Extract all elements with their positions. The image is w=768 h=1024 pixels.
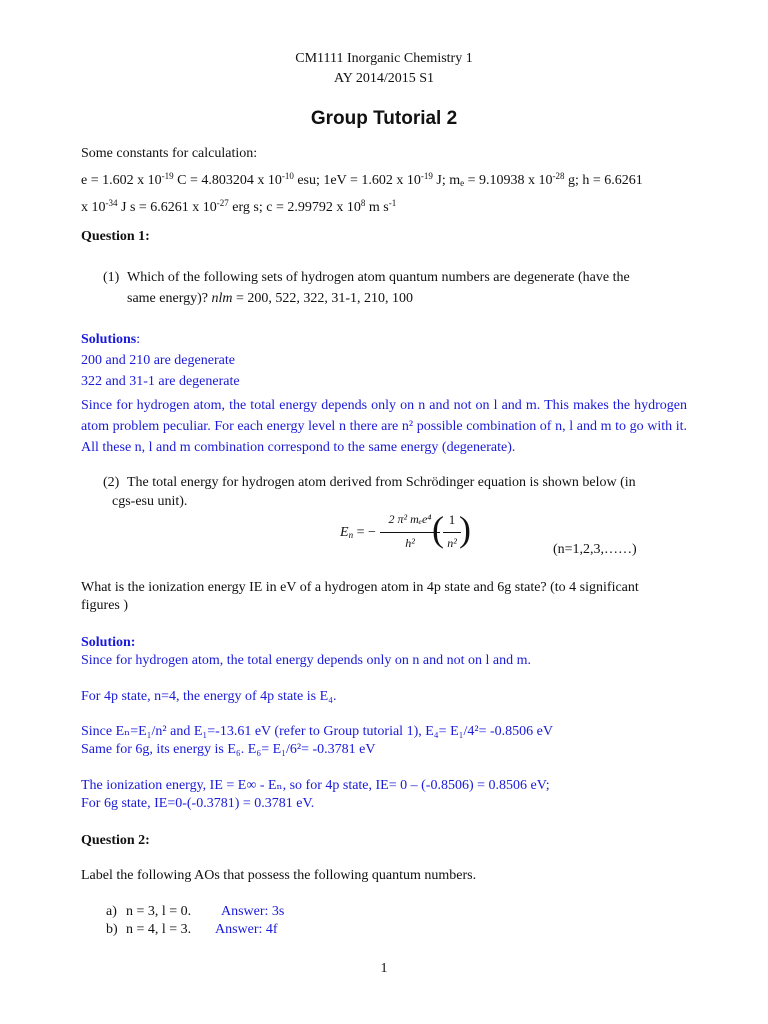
constants-line-2: x $10^{-34}$ J s = 6.6261 x $10^{-27}$ erg s; c = 2.99792 x $10^8$ m $s^{-1}$: [81, 198, 397, 215]
solution-2-line-1: Since for hydrogen atom, the total energy depends only on n and not on l and m.: [81, 653, 531, 668]
solutions-heading: Solutions:: [81, 332, 141, 347]
question-2-heading: Question 2:: [81, 833, 150, 848]
equation-range: (n=1,2,3,……): [553, 542, 637, 557]
equation-right-paren: ): [459, 509, 471, 549]
q1-part-2-question-line-2: figures ): [81, 598, 129, 613]
solution-line-1: 200 and 210 are degenerate: [81, 353, 235, 368]
q2-item-a-answer: Answer: 3s: [221, 904, 285, 919]
solution-2-heading: Solution:: [81, 635, 136, 650]
q1-part-1-text-line-2: same energy)? nlm = 200, 522, 322, 31-1, 210, 100: [127, 291, 414, 306]
question-1-heading: Question 1:: [81, 229, 150, 244]
q1-part-1-number: (1): [103, 270, 120, 285]
q1-part-1-text-line-1: Which of the following sets of hydrogen atom quantum numbers are degenerate (have the: [127, 270, 630, 285]
q2-item-a-text: n = 3, l = 0.: [126, 904, 192, 919]
solution-2-line-5: The ionization energy, IE = E∞ - Eₙ, so for 4p state, IE= 0 – (-0.8506) = 0.8506 eV;: [81, 778, 550, 793]
constants-intro: Some constants for calculation:: [81, 146, 258, 161]
equation-denominator: h²: [405, 536, 415, 550]
q1-part-2-number: (2): [103, 475, 120, 490]
q2-item-a-label: a): [106, 904, 117, 919]
q1-part-2-text-line-2: cgs-esu unit).: [112, 494, 188, 509]
q2-item-b-text: n = 4, l = 3.: [126, 922, 192, 937]
term-header: AY 2014/2015 S1: [333, 71, 435, 86]
solution-2-line-3: Since Eₙ=E₁/n² and E₁=-13.61 eV (refer to Group tutorial 1), E₄= E₁/4²= -0.8506 eV: [81, 724, 553, 739]
course-header: CM1111 Inorganic Chemistry 1: [295, 51, 473, 66]
equation-paren-denominator: n²: [447, 536, 457, 550]
solution-paragraph: Since for hydrogen atom, the total energy depends only on n and not on l and m. This makes the hydrogen atom problem peculiar. For each energy level n there are n² possible combination of n, l and m to go with it. All these n, l and m combination correspond to the same energy (degenerate).: [81, 398, 687, 455]
q2-item-b-answer: Answer: 4f: [215, 922, 278, 937]
page-number: 1: [380, 961, 388, 976]
equation-numerator: 2 π² mₑe⁴: [388, 512, 432, 526]
equation-lhs: $E_n$ = −: [340, 525, 376, 540]
equation-fraction-bar: [380, 532, 440, 533]
equation-paren-numerator: 1: [448, 512, 456, 527]
equation-left-paren: (: [432, 509, 444, 549]
q1-part-2-question-line-1: What is the ionization energy IE in eV of a hydrogen atom in 4p state and 6g state? (to 4 significant: [81, 580, 639, 595]
solution-2-line-2: For 4p state, n=4, the energy of 4p state is E₄.: [81, 689, 337, 704]
q2-item-b-label: b): [106, 922, 118, 937]
solution-2-line-4: Same for 6g, its energy is E₆. E₆= E₁/6²= -0.3781 eV: [81, 742, 376, 757]
solution-line-2: 322 and 31-1 are degenerate: [81, 374, 240, 389]
q1-part-2-text-line-1: The total energy for hydrogen atom derived from Schrödinger equation is shown below (in: [127, 475, 636, 490]
page-title: Group Tutorial 2: [310, 108, 458, 129]
question-2-intro: Label the following AOs that possess the following quantum numbers.: [81, 868, 477, 883]
constants-line-1: e = 1.602 x $10^{-19}$ C = 4.803204 x $10^{-10}$ esu; 1eV = 1.602 x $10^{-19}$ J; $m_e = 9.10938$ x $10^{-28}$ g; h = 6.6261: [81, 171, 643, 188]
solution-2-line-6: For 6g state, IE=0-(-0.3781) = 0.3781 eV.: [81, 796, 315, 811]
